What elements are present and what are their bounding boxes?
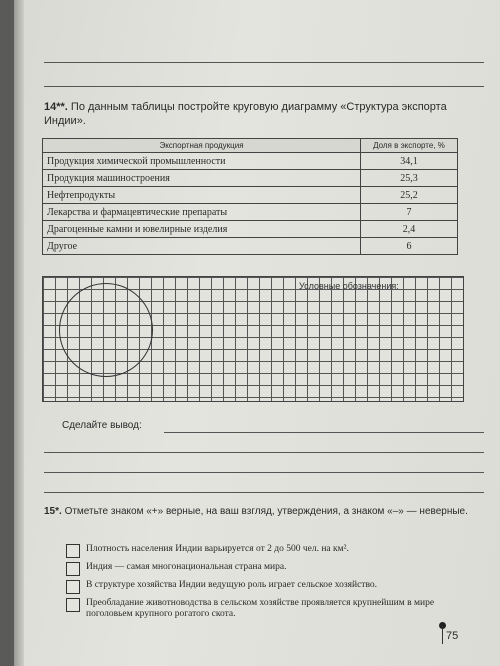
product-cell: Продукция машиностроения (43, 170, 361, 187)
answer-line (44, 62, 484, 63)
pie-chart-circle-outline (59, 283, 153, 377)
header-product: Экспортная продукция (43, 139, 361, 153)
export-table (42, 138, 458, 255)
statement-checkbox[interactable] (66, 598, 80, 612)
task-15-number: 15*. (44, 506, 62, 517)
share-cell: 2,4 (361, 221, 458, 238)
statement-checkbox[interactable] (66, 544, 80, 558)
share-cell: 25,2 (361, 187, 458, 204)
task-14-text: По данным таблицы постройте круговую диаграмму «Структура экспорта Индии». (44, 101, 447, 127)
statement-checkbox[interactable] (66, 562, 80, 576)
statement-text: Преобладание животноводства в сельском хозяйстве проявляется крупнейшим в мире поголовьем крупного рогатого скота. (86, 598, 435, 619)
answer-line (44, 86, 484, 87)
task-15-title (44, 506, 484, 518)
conclusion-label: Сделайте вывод: (62, 420, 142, 431)
table-header-row (43, 139, 458, 153)
product-cell: Продукция химической промышленности (43, 153, 361, 170)
table-row (43, 238, 458, 255)
header-share: Доля в экспорте, % (361, 139, 458, 153)
table-row (43, 221, 458, 238)
task-14-number: 14**. (44, 101, 68, 113)
table-row (43, 153, 458, 170)
share-cell: 25,3 (361, 170, 458, 187)
product-cell: Лекарства и фармацевтические препараты (43, 204, 361, 221)
statement-text: Плотность населения Индии варьируется от 2 до 500 чел. на км². (86, 544, 349, 554)
statement-text: Индия — самая многонациональная страна мира. (86, 562, 287, 572)
product-cell: Другое (43, 238, 361, 255)
workbook-page (14, 0, 500, 666)
legend-label: Условные обозначения: (299, 281, 399, 291)
page-number-divider (442, 626, 443, 644)
statement-checkbox[interactable] (66, 580, 80, 594)
share-cell: 7 (361, 204, 458, 221)
conclusion-line[interactable] (44, 492, 484, 493)
conclusion-line[interactable] (44, 452, 484, 453)
task-14-title (44, 100, 484, 128)
table-row (43, 187, 458, 204)
statement-text: В структуре хозяйства Индии ведущую роль играет сельское хозяйство. (86, 580, 378, 590)
graph-paper-grid[interactable] (42, 276, 464, 402)
table-row (43, 204, 458, 221)
task-15-text: Отметьте знаком «+» верные, на ваш взгляд, утверждения, а знаком «–» — неверные. (64, 506, 468, 517)
product-cell: Нефтепродукты (43, 187, 361, 204)
conclusion-line[interactable] (164, 432, 484, 433)
page-number: 75 (446, 630, 459, 642)
conclusion-line[interactable] (44, 472, 484, 473)
share-cell: 34,1 (361, 153, 458, 170)
table-row (43, 170, 458, 187)
product-cell: Драгоценные камни и ювелирные изделия (43, 221, 361, 238)
book-spine (14, 0, 24, 666)
share-cell: 6 (361, 238, 458, 255)
